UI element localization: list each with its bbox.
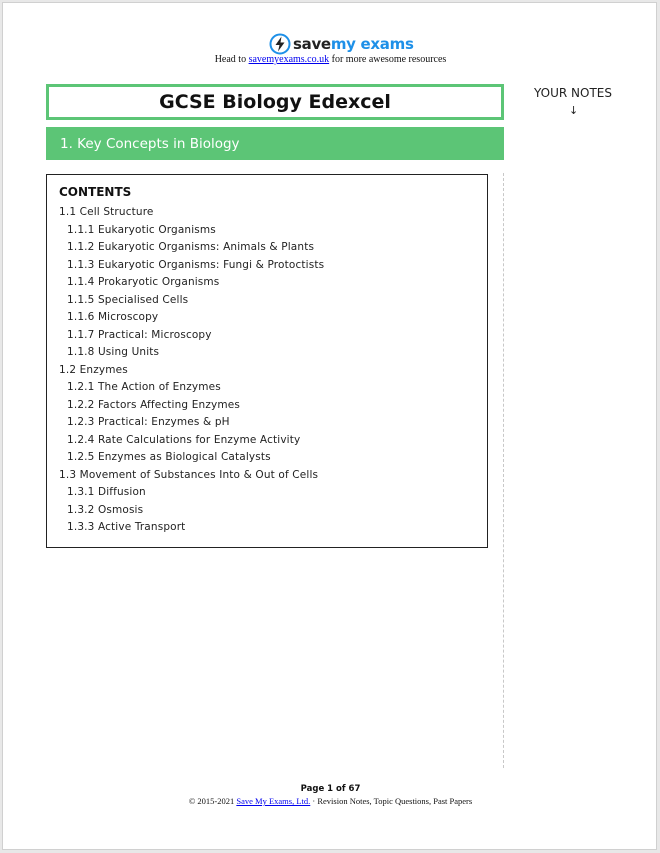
section-title: 1. Key Concepts in Biology xyxy=(60,135,240,152)
toc-subsection-link[interactable]: 1.1.7 Practical: Microscopy xyxy=(67,328,212,341)
copyright-text: © 2015-2021 xyxy=(188,796,235,806)
toc-subsection-link[interactable]: 1.1.5 Specialised Cells xyxy=(67,293,189,306)
document-title: GCSE Biology Edexcel xyxy=(159,91,391,113)
toc-subsection-link[interactable]: 1.1.8 Using Units xyxy=(67,346,160,358)
lightning-icon xyxy=(269,33,291,55)
toc-subsection-link[interactable]: 1.1.2 Eukaryotic Organisms: Animals & Plants xyxy=(67,241,315,253)
contents-heading: CONTENTS xyxy=(59,185,132,199)
document-title-box xyxy=(46,84,504,120)
head-to-text: Head to xyxy=(214,54,247,65)
site-link[interactable]: savemyexams.co.uk xyxy=(248,54,330,65)
head-rest-text: for more awesome resources xyxy=(331,54,447,65)
toc-section-link[interactable]: 1.3 Movement of Substances Into & Out of Cells xyxy=(59,468,319,481)
toc-subsection-link[interactable]: 1.2.5 Enzymes as Biological Catalysts xyxy=(67,451,271,463)
logo-save-text: save xyxy=(293,35,331,53)
toc-subsection-link[interactable]: 1.3.1 Diffusion xyxy=(67,486,146,498)
toc-section-link[interactable]: 1.1 Cell Structure xyxy=(59,206,154,218)
toc-subsection-link[interactable]: 1.2.2 Factors Affecting Enzymes xyxy=(67,398,240,411)
toc-subsection-link[interactable]: 1.2.4 Rate Calculations for Enzyme Activity xyxy=(67,433,301,446)
save-my-exams-logo[interactable] xyxy=(269,33,414,55)
company-link[interactable]: Save My Exams, Ltd. xyxy=(236,796,311,806)
toc-section-link[interactable]: 1.2 Enzymes xyxy=(59,363,128,376)
notes-divider xyxy=(503,173,504,768)
footer-tagline: · Revision Notes, Topic Questions, Past Papers xyxy=(312,796,473,806)
your-notes-label: YOUR NOTES xyxy=(533,86,612,100)
toc-subsection-link[interactable]: 1.2.3 Practical: Enzymes & pH xyxy=(67,416,230,428)
toc-subsection-link[interactable]: 1.1.3 Eukaryotic Organisms: Fungi & Protoctists xyxy=(67,258,325,271)
toc-subsection-link[interactable]: 1.1.1 Eukaryotic Organisms xyxy=(67,223,216,236)
contents-box xyxy=(46,174,488,548)
toc-subsection-link[interactable]: 1.1.6 Microscopy xyxy=(67,311,159,323)
toc-subsection-link[interactable]: 1.2.1 The Action of Enzymes xyxy=(67,381,221,393)
document-page xyxy=(2,2,657,850)
section-banner xyxy=(46,127,504,160)
header-tagline xyxy=(3,54,658,65)
table-of-contents xyxy=(59,204,324,537)
toc-subsection-link[interactable]: 1.3.3 Active Transport xyxy=(67,521,186,533)
toc-subsection-link[interactable]: 1.3.2 Osmosis xyxy=(67,503,144,516)
page-number: Page 1 of 67 xyxy=(300,784,361,794)
arrow-down-icon: ↓ xyxy=(569,104,579,117)
logo-wordmark xyxy=(293,33,414,55)
logo-myexams-text: my exams xyxy=(330,35,414,53)
footer-copyright xyxy=(3,796,658,806)
toc-subsection-link[interactable]: 1.1.4 Prokaryotic Organisms xyxy=(67,276,220,288)
